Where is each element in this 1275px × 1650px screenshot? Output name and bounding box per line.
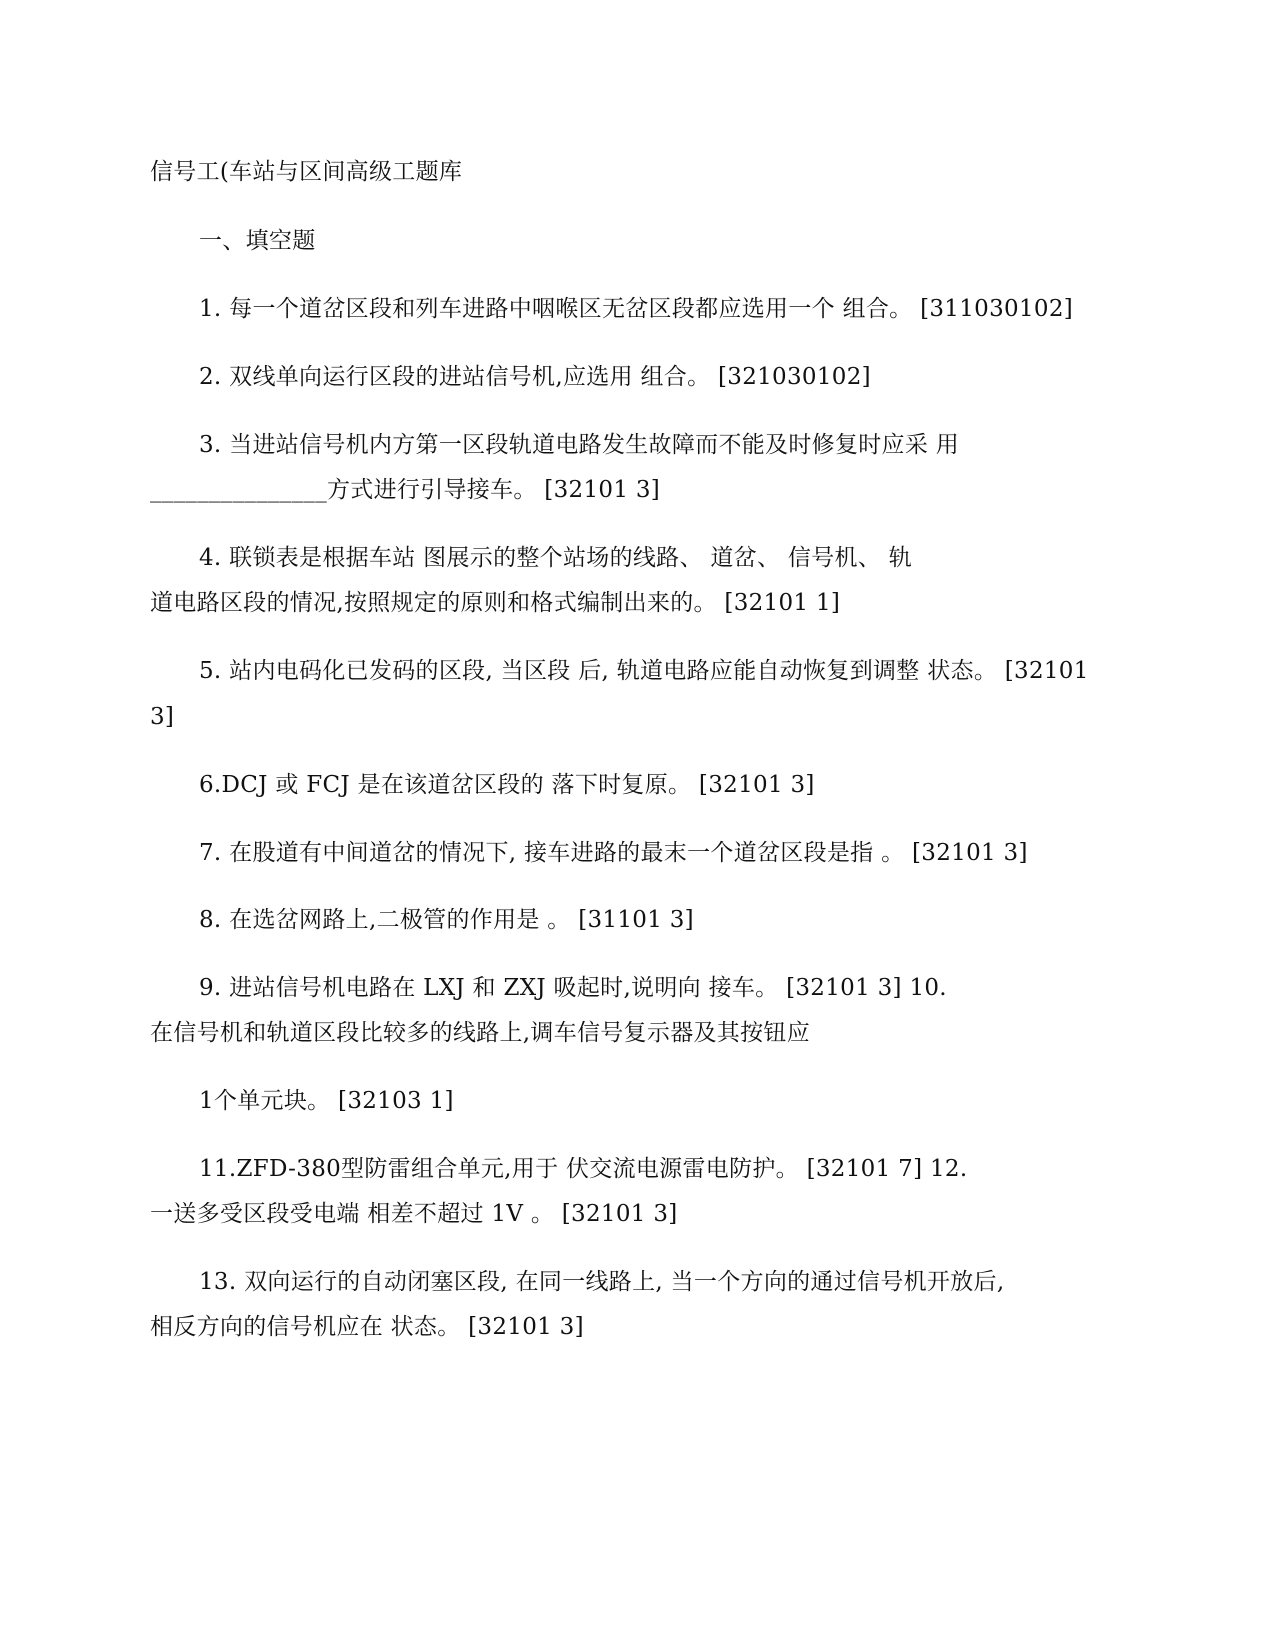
question-11-line-1: 11.ZFD-380型防雷组合单元,用于 伏交流电源雷电防护。 [32101 7] 12. — [199, 1156, 968, 1182]
question-2: 2. 双线单向运行区段的进站信号机,应选用 组合。 [321030102] — [199, 364, 871, 390]
document-title: 信号工(车站与区间高级工题库 — [150, 159, 463, 185]
question-10-line-1: 在信号机和轨道区段比较多的线路上,调车信号复示器及其按钮应 — [150, 1020, 811, 1046]
question-4-line-1: 4. 联锁表是根据车站 图展示的整个站场的线路、 道岔、 信号机、 轨 — [199, 545, 912, 571]
question-10-line-2: 1个单元块。 [32103 1] — [199, 1088, 454, 1114]
question-6: 6.DCJ 或 FCJ 是在该道岔区段的 落下时复原。 [32101 3] — [199, 772, 815, 798]
question-13-line-1: 13. 双向运行的自动闭塞区段, 在同一线路上, 当一个方向的通过信号机开放后, — [199, 1269, 1005, 1295]
question-4-line-2: 道电路区段的情况,按照规定的原则和格式编制出来的。 [32101 1] — [150, 590, 841, 616]
question-12: 一送多受区段受电端 相差不超过 1V 。 [32101 3] — [150, 1201, 678, 1227]
question-7: 7. 在股道有中间道岔的情况下, 接车进路的最末一个道岔区段是指 。 [32101 3] — [199, 840, 1028, 866]
section-heading: 一、填空题 — [199, 228, 316, 254]
question-5-line-1: 5. 站内电码化已发码的区段, 当区段 后, 轨道电路应能自动恢复到调整 状态。 [32101 — [199, 658, 1089, 684]
question-3-line-2: _______________方式进行引导接车。 [32101 3] — [150, 477, 661, 503]
question-5-line-2: 3] — [150, 704, 175, 730]
question-3-line-1: 3. 当进站信号机内方第一区段轨道电路发生故障而不能及时修复时应采 用 — [199, 432, 960, 458]
question-13-line-2: 相反方向的信号机应在 状态。 [32101 3] — [150, 1314, 584, 1340]
question-9-line-1: 9. 进站信号机电路在 LXJ 和 ZXJ 吸起时,说明向 接车。 [32101 3] 10. — [199, 975, 947, 1001]
question-8: 8. 在选岔网路上,二极管的作用是 。 [31101 3] — [199, 907, 694, 933]
question-1: 1. 每一个道岔区段和列车进路中咽喉区无岔区段都应选用一个 组合。 [311030102] — [199, 296, 1074, 322]
